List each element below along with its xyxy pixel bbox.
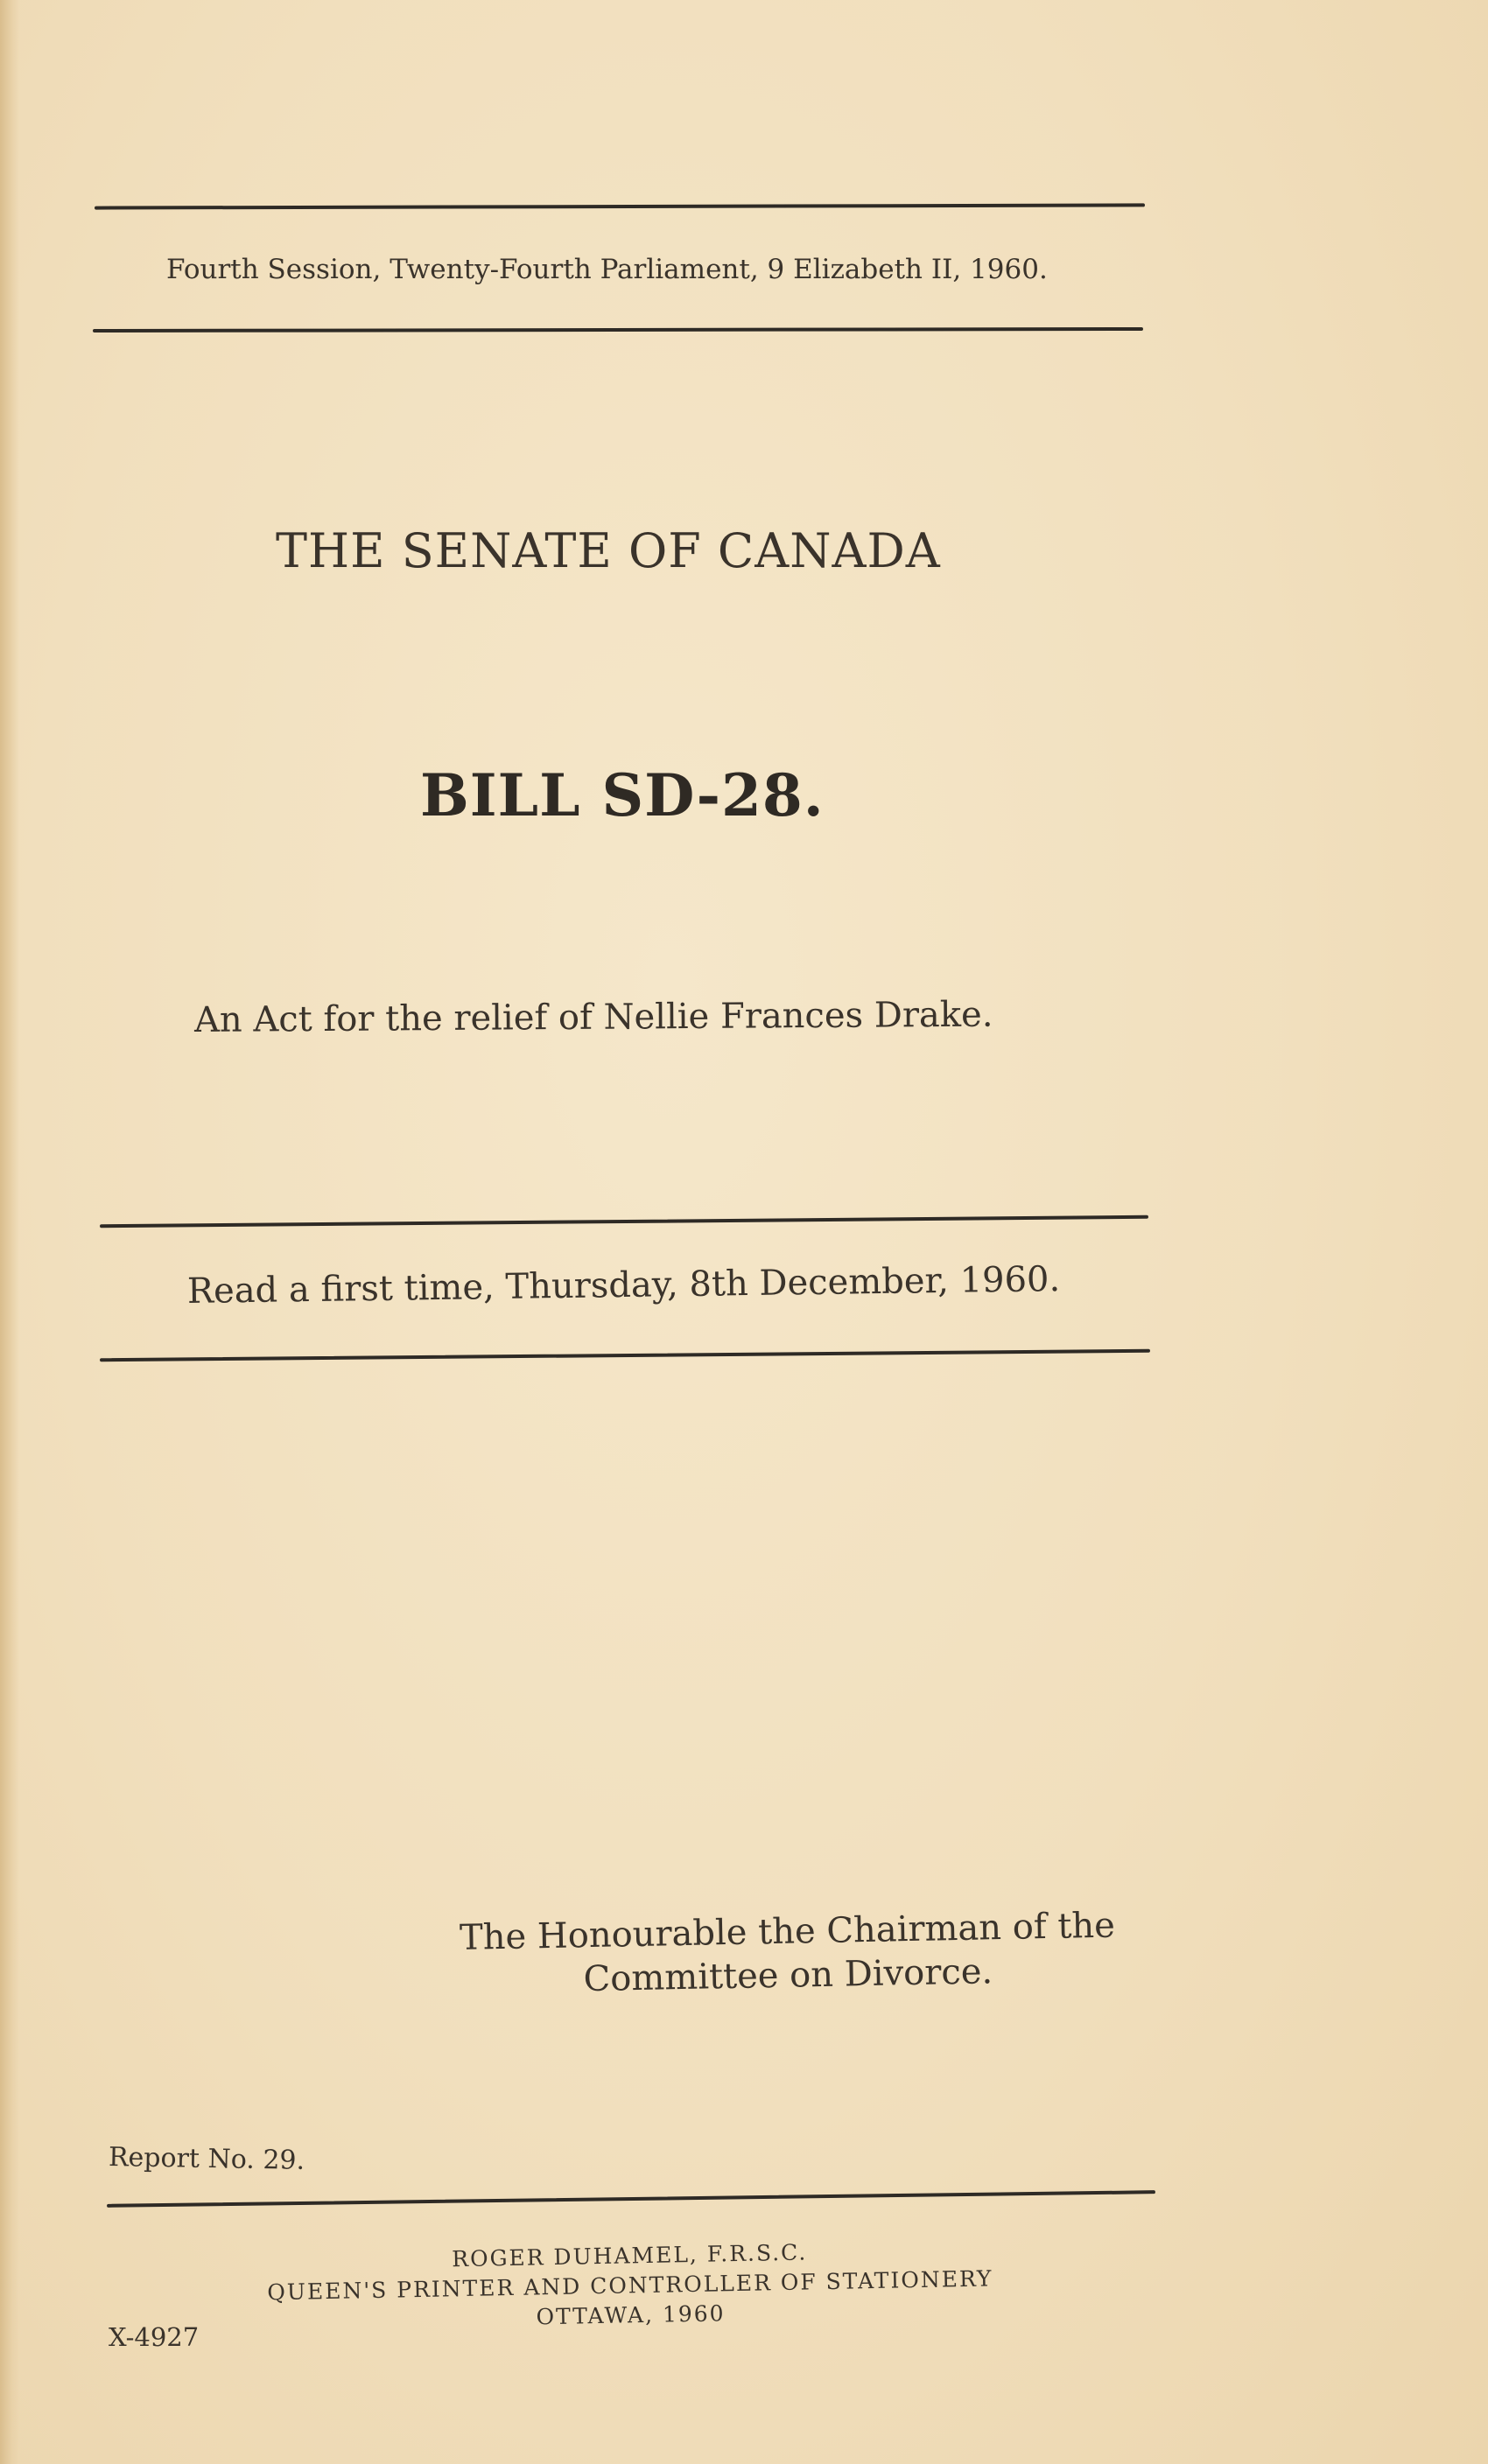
sponsor-line-2: Committee on Divorce. (583, 1951, 993, 2000)
printer-imprint (235, 2234, 1025, 2338)
sponsor-block (454, 1903, 1121, 2004)
bill-number: BILL SD-28. (420, 761, 825, 830)
header-bottom-rule (93, 327, 1143, 332)
printer-title: QUEEN'S PRINTER AND CONTROLLER OF STATIONERY (267, 2265, 993, 2306)
sponsor-line-1: The Honourable the Chairman of the (459, 1905, 1116, 1958)
printer-name: ROGER DUHAMEL, F.R.S.C. (451, 2239, 808, 2272)
reading-bottom-rule (100, 1349, 1150, 1362)
document-code: X-4927 (109, 2322, 200, 2352)
header-top-rule (95, 203, 1145, 209)
printer-place: OTTAWA, 1960 (536, 2300, 726, 2330)
report-number: Report No. 29. (108, 2142, 305, 2176)
senate-heading: THE SENATE OF CANADA (276, 523, 941, 578)
page-binding-edge (0, 0, 19, 2464)
first-reading-line: Read a first time, Thursday, 8th December, 1960. (186, 1259, 1061, 1312)
session-line: Fourth Session, Twenty-Fourth Parliament, 9 Elizabeth II, 1960. (166, 254, 1048, 285)
reading-top-rule (100, 1215, 1148, 1228)
footer-rule (107, 2190, 1155, 2208)
act-title: An Act for the relief of Nellie Frances Drake. (193, 994, 993, 1040)
